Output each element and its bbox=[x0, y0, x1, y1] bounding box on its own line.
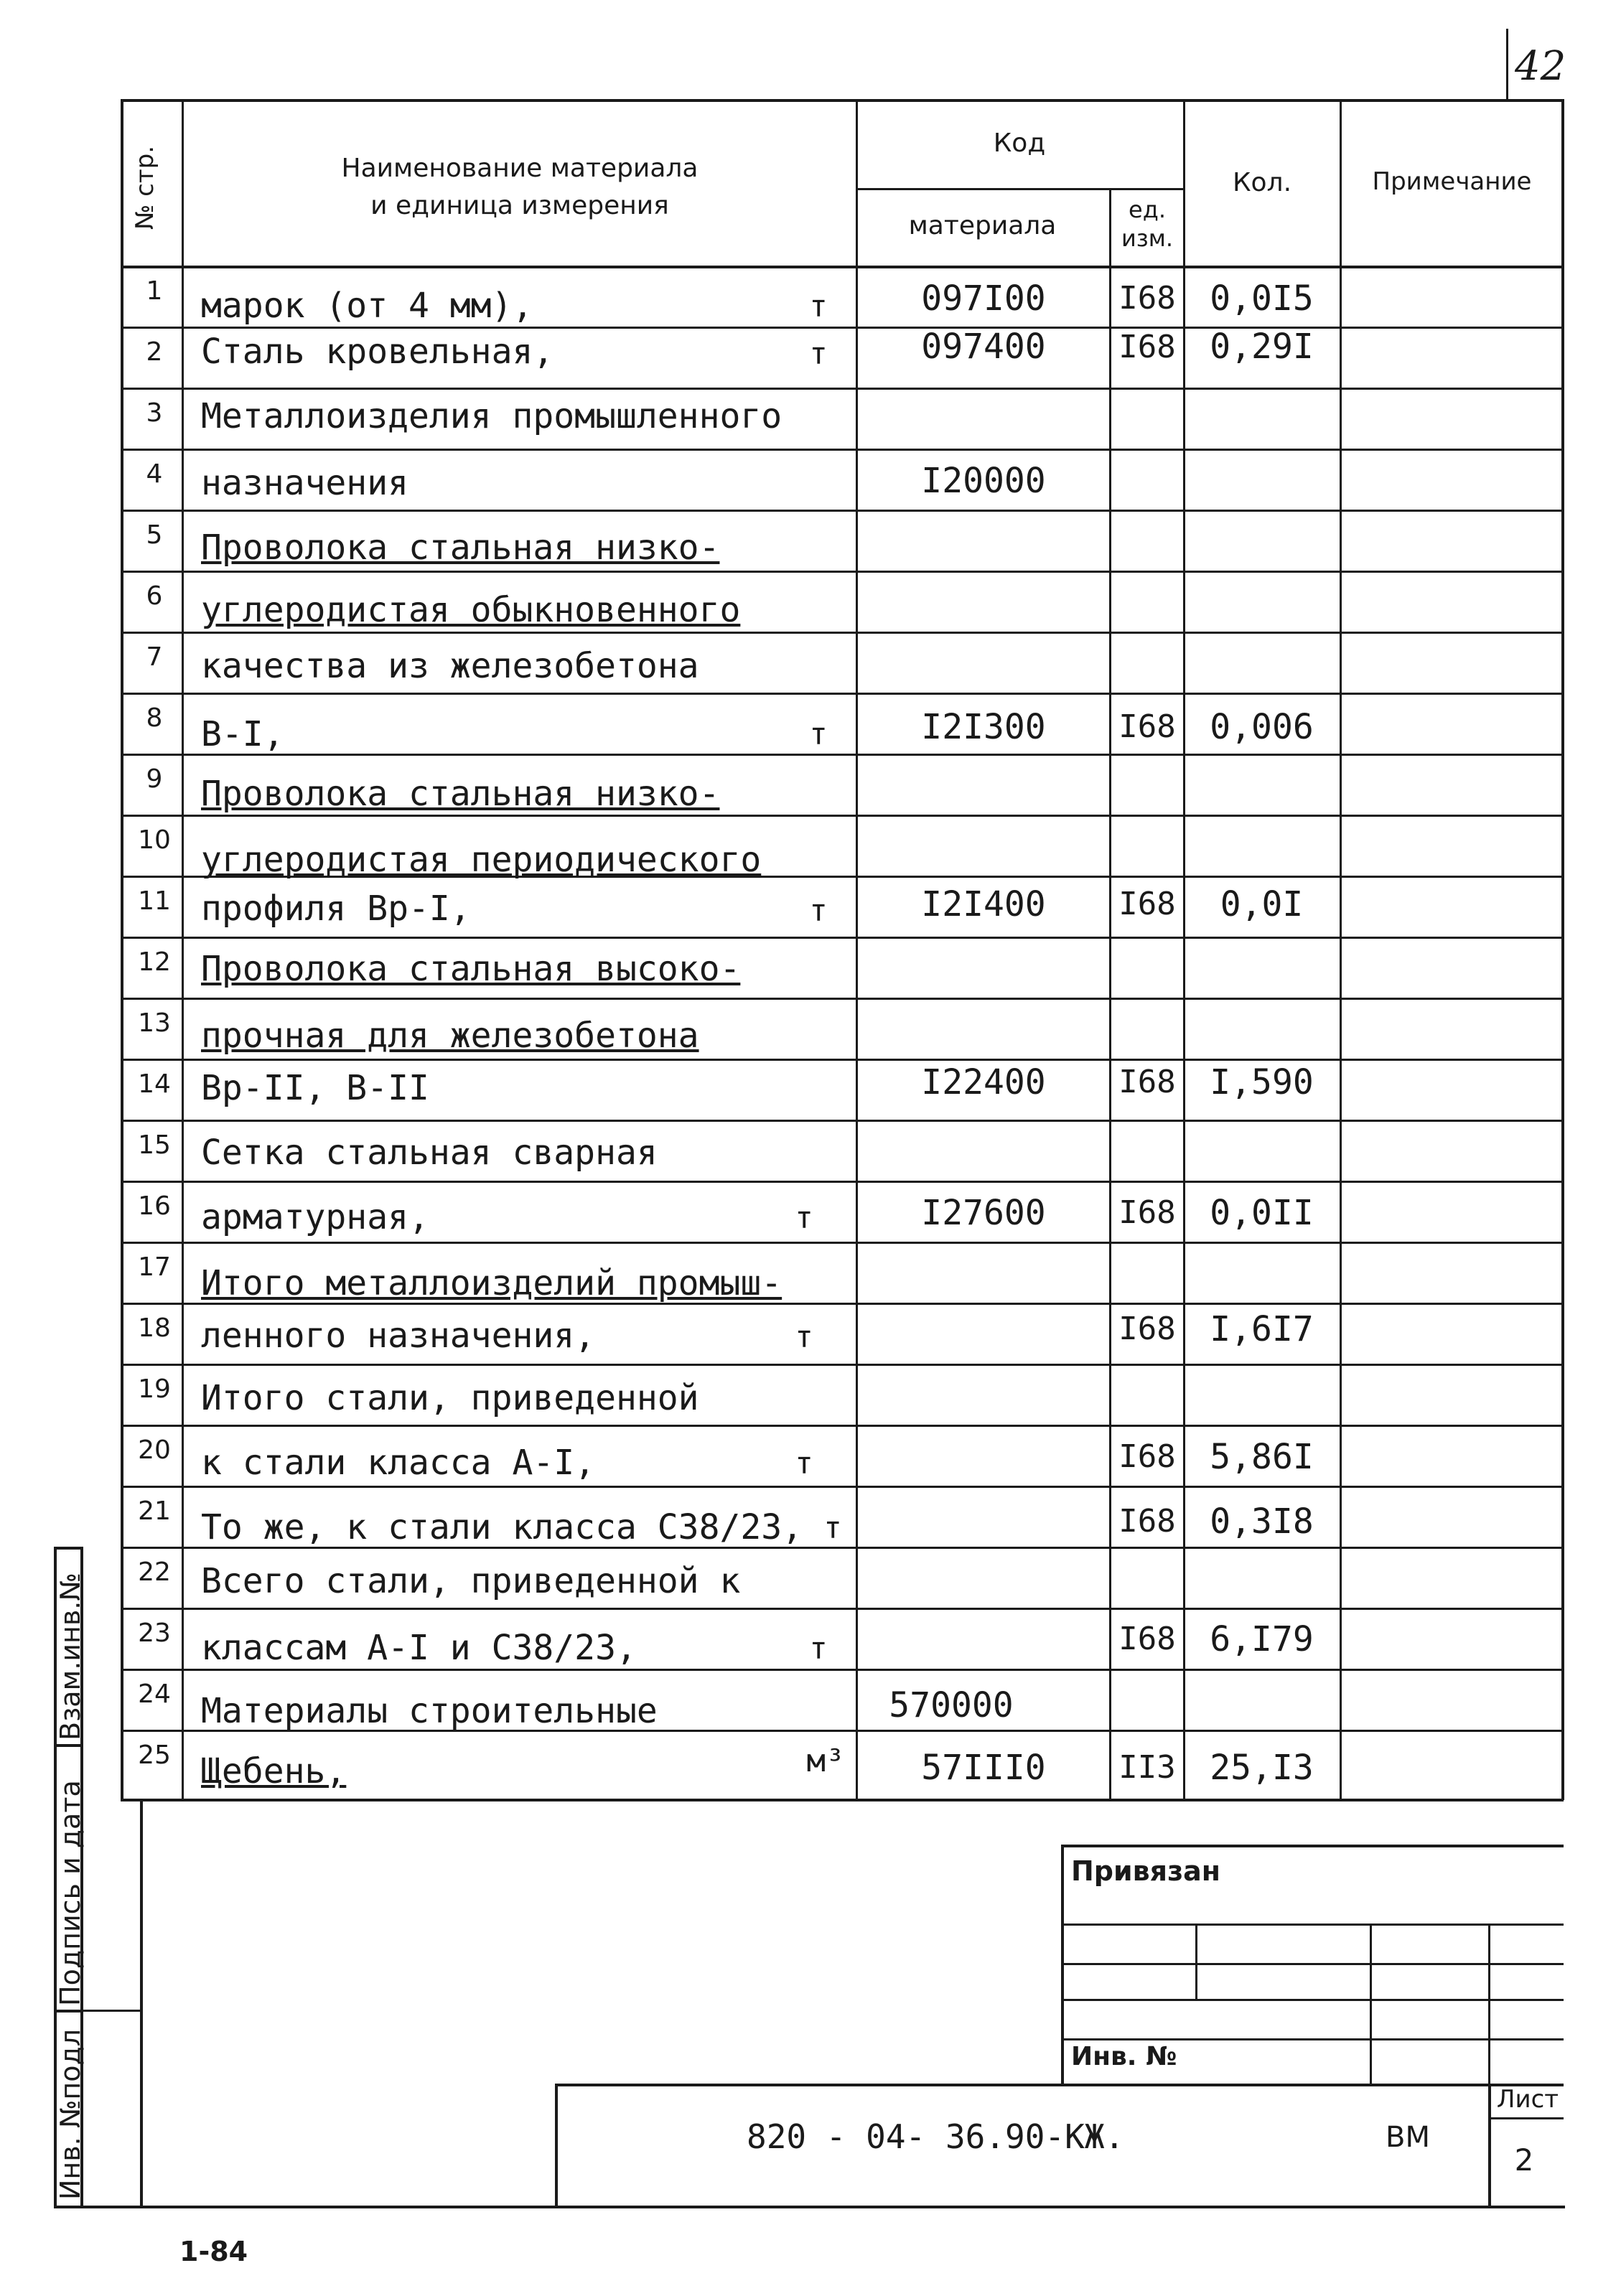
header-note: Примечание bbox=[1372, 167, 1532, 196]
quantity: I,590 bbox=[1210, 1062, 1314, 1102]
privyazan-label: Привязан bbox=[1071, 1855, 1221, 1887]
quantity: 0,29I bbox=[1210, 327, 1314, 367]
material-unit: т bbox=[823, 1510, 842, 1545]
material-name: Вр-II, В-II bbox=[201, 1068, 429, 1108]
material-name: углеродистая обыкновенного bbox=[201, 590, 741, 630]
row-number: 24 bbox=[138, 1679, 171, 1709]
material-unit: м³ bbox=[806, 1743, 845, 1779]
unit-code: I68 bbox=[1118, 280, 1176, 317]
page-number-mark bbox=[1506, 29, 1508, 100]
quantity: 0,0I bbox=[1220, 884, 1304, 924]
material-name: к стали класса А-I, bbox=[201, 1443, 596, 1483]
row-number: 1 bbox=[146, 276, 163, 306]
row-number: 21 bbox=[138, 1496, 171, 1526]
row-number: 8 bbox=[146, 703, 163, 733]
material-name: арматурная, bbox=[201, 1197, 429, 1237]
row-number: 4 bbox=[146, 459, 163, 489]
unit-code: I68 bbox=[1118, 1064, 1176, 1100]
header-code-material: материала bbox=[908, 211, 1057, 240]
unit-code: I68 bbox=[1118, 1503, 1176, 1540]
material-code: 097I00 bbox=[921, 278, 1046, 319]
material-name: Щебень, bbox=[201, 1751, 347, 1791]
header-code-unit-line1: ед. bbox=[1129, 196, 1166, 223]
quantity: 0,0I5 bbox=[1210, 278, 1314, 319]
quantity: 0,3I8 bbox=[1210, 1501, 1314, 1542]
quantity: 0,006 bbox=[1210, 707, 1314, 747]
material-name: То же, к стали класса С38/23, bbox=[201, 1507, 803, 1547]
row-number: 16 bbox=[138, 1191, 171, 1221]
material-unit: т bbox=[795, 1200, 813, 1235]
row-number: 2 bbox=[146, 337, 163, 367]
unit-code: II3 bbox=[1118, 1749, 1176, 1786]
material-unit: т bbox=[809, 336, 828, 371]
material-name: Металлоизделия промышленного bbox=[201, 396, 783, 436]
material-name: классам А-I и С38/23, bbox=[201, 1628, 637, 1668]
row-number: 20 bbox=[138, 1435, 171, 1465]
sheet-number: 2 bbox=[1514, 2142, 1534, 2178]
material-code: I22400 bbox=[921, 1062, 1046, 1102]
row-number: 5 bbox=[146, 520, 163, 550]
footer-code: 1-84 bbox=[179, 2236, 248, 2267]
material-code: I27600 bbox=[921, 1193, 1046, 1233]
material-name: Итого стали, приведенной bbox=[201, 1378, 699, 1418]
unit-code: I68 bbox=[1118, 1621, 1176, 1657]
material-unit: т bbox=[809, 1631, 828, 1666]
material-code: 570000 bbox=[889, 1685, 1014, 1725]
document-mark: ВМ bbox=[1386, 2121, 1430, 2154]
row-number: 3 bbox=[146, 398, 163, 428]
row-number: 25 bbox=[138, 1740, 171, 1770]
row-number: 18 bbox=[138, 1313, 171, 1343]
material-name: Проволока стальная низко- bbox=[201, 774, 720, 814]
row-number: 15 bbox=[138, 1130, 171, 1160]
material-name: качества из железобетона bbox=[201, 646, 699, 686]
row-number: 13 bbox=[138, 1008, 171, 1038]
header-name-line2: и единица измерения bbox=[370, 191, 669, 220]
row-number: 10 bbox=[138, 825, 171, 855]
material-name: Итого металлоизделий промыш- bbox=[201, 1263, 783, 1303]
row-number: 12 bbox=[138, 947, 171, 977]
material-name: Всего стали, приведенной к bbox=[201, 1561, 741, 1601]
unit-code: I68 bbox=[1118, 708, 1176, 745]
material-name: марок (от 4 мм), bbox=[201, 286, 533, 326]
unit-code: I68 bbox=[1118, 1311, 1176, 1347]
material-name: профиля Вр-I, bbox=[201, 889, 471, 929]
unit-code: I68 bbox=[1118, 1194, 1176, 1231]
header-row-no: № стр. bbox=[131, 145, 159, 230]
row-number: 22 bbox=[138, 1557, 171, 1587]
material-code: I2I300 bbox=[921, 707, 1046, 747]
material-code: I2I400 bbox=[921, 884, 1046, 924]
row-number: 9 bbox=[146, 764, 163, 794]
material-unit: т bbox=[809, 716, 828, 751]
inv-no-label: Инв. № bbox=[1071, 2042, 1177, 2071]
page-number: 42 bbox=[1515, 43, 1566, 90]
row-number: 7 bbox=[146, 642, 163, 672]
quantity: 5,86I bbox=[1210, 1437, 1314, 1477]
material-name: Проволока стальная высоко- bbox=[201, 949, 741, 989]
sheet-label: Лист bbox=[1496, 2085, 1559, 2114]
material-code: 097400 bbox=[921, 327, 1046, 367]
material-code: 57III0 bbox=[921, 1748, 1046, 1788]
header-code: Код bbox=[993, 128, 1046, 158]
side-label-inv-podl: Инв. №подл bbox=[55, 2028, 86, 2200]
material-name: Материалы строительные bbox=[201, 1691, 658, 1731]
unit-code: I68 bbox=[1118, 1438, 1176, 1475]
row-number: 6 bbox=[146, 581, 163, 611]
material-name: Сетка стальная сварная bbox=[201, 1133, 658, 1173]
material-name: Проволока стальная низко- bbox=[201, 528, 720, 568]
material-unit: т bbox=[809, 289, 828, 324]
document-designation: 820 - 04- 36.90-КЖ. bbox=[747, 2117, 1125, 2156]
row-number: 11 bbox=[138, 886, 171, 916]
header-quantity: Кол. bbox=[1232, 168, 1292, 197]
quantity: 6,I79 bbox=[1210, 1619, 1314, 1659]
unit-code: I68 bbox=[1118, 329, 1176, 365]
material-name: Сталь кровельная, bbox=[201, 332, 554, 372]
material-name: прочная для железобетона bbox=[201, 1016, 699, 1056]
header-code-unit-line2: изм. bbox=[1121, 225, 1174, 252]
header-name-line1: Наименование материала bbox=[341, 154, 699, 183]
quantity: I,6I7 bbox=[1210, 1309, 1314, 1349]
material-unit: т bbox=[795, 1319, 813, 1354]
side-label-vzam-inv: Взам.инв.№ bbox=[55, 1573, 86, 1740]
row-number: 14 bbox=[138, 1069, 171, 1099]
unit-code: I68 bbox=[1118, 886, 1176, 922]
row-number: 17 bbox=[138, 1252, 171, 1282]
material-code: I20000 bbox=[921, 461, 1046, 501]
row-number: 19 bbox=[138, 1374, 171, 1404]
material-name: ленного назначения, bbox=[201, 1316, 596, 1356]
material-unit: т bbox=[795, 1445, 813, 1481]
material-name: назначения bbox=[201, 463, 408, 503]
quantity: 25,I3 bbox=[1210, 1748, 1314, 1788]
material-unit: т bbox=[809, 893, 828, 928]
side-label-podpis-data: Подпись и дата bbox=[55, 1780, 86, 2006]
row-number: 23 bbox=[138, 1618, 171, 1648]
quantity: 0,0II bbox=[1210, 1193, 1314, 1233]
material-name: В-I, bbox=[201, 714, 284, 754]
material-name: углеродистая периодического bbox=[201, 840, 762, 880]
